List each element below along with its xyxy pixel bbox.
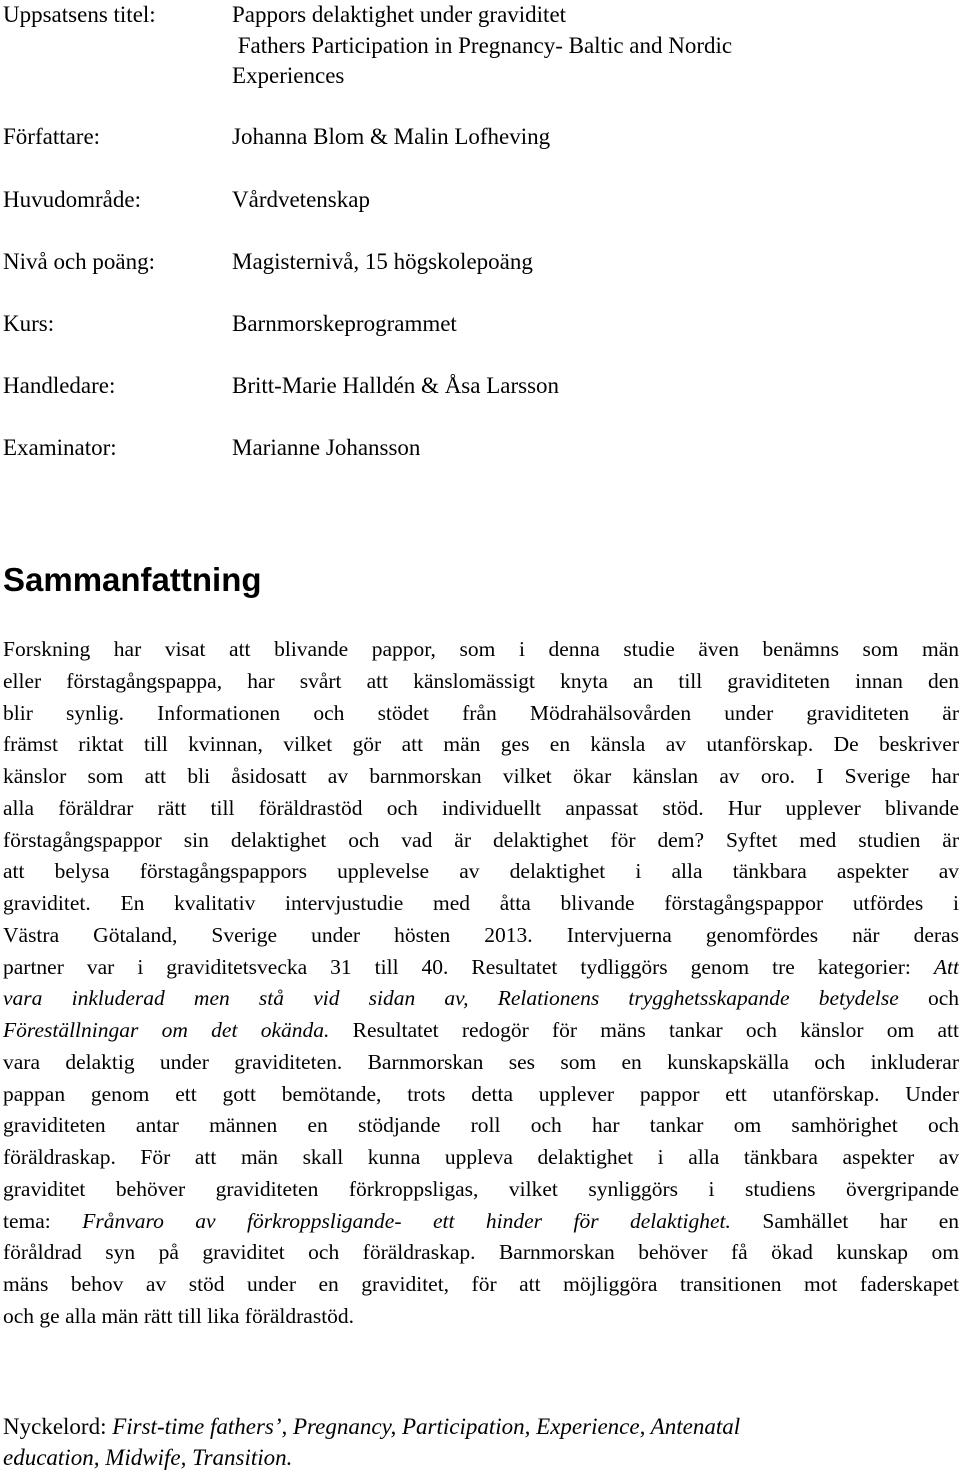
supervisor-value: Britt-Marie Halldén & Åsa Larsson — [232, 373, 560, 398]
area-label: Huvudområde: — [3, 187, 141, 212]
keywords-list: First-time fathers’, Pregnancy, Participation, Experience, Antenatal — [112, 1414, 741, 1439]
abstract-line: känslor som att bli åsidosatt av barnmorskan vilket ökar känslan av oro. I Sverige har — [3, 764, 959, 788]
title-english-cont: Experiences — [232, 63, 345, 88]
author-label: Författare: — [3, 124, 101, 149]
abstract-heading: Sammanfattning — [3, 561, 262, 598]
abstract-line: blir synlig. Informationen och stödet från Mödrahälsovården under graviditeten är — [3, 700, 959, 725]
keywords-line — [3, 1411, 959, 1442]
abstract-line: vara delaktig under graviditeten. Barnmorskan ses som en kunskapskälla och inkluderar — [3, 1049, 959, 1074]
abstract-line: pappan genom ett gott bemötande, trots detta upplever pappor ett utanförskap. Under — [3, 1081, 959, 1106]
examiner-label: Examinator: — [3, 435, 117, 460]
course-label: Kurs: — [3, 311, 55, 336]
abstract-line: graviditet. En kvalitativ intervjustudie med åtta blivande förstagångspappor utfördes i — [3, 891, 959, 915]
examiner-value: Marianne Johansson — [232, 435, 421, 460]
theme-italic: Frånvaro av förkroppsligande- ett hinder för delaktighet. — [82, 1208, 731, 1233]
abstract-line: Forskning har visat att blivande pappor, som i denna studie även benämns som män — [3, 637, 959, 661]
category-italic: Att — [933, 954, 959, 979]
title-swedish: Pappors delaktighet under graviditet — [232, 2, 567, 27]
abstract-line: föråldrad syn på graviditet och föräldraskap. Barnmorskan behöver få ökad kunskap om — [3, 1240, 959, 1265]
author-value: Johanna Blom & Malin Lofheving — [232, 124, 551, 149]
abstract-line: eller förstagångspappa, har svårt att känslomässigt knyta an till graviditeten innan den — [3, 668, 959, 693]
title-english: Fathers Participation in Pregnancy- Baltic and Nordic — [232, 32, 733, 58]
abstract-body — [3, 634, 959, 1333]
keywords-label: Nyckelord: — [3, 1414, 107, 1439]
level-label: Nivå och poäng: — [3, 249, 156, 274]
abstract-line: graviditeten antar männen en stödjande roll och har tankar om samhörighet och — [3, 1113, 959, 1138]
area-value: Vårdvetenskap — [232, 187, 370, 212]
keywords — [3, 1411, 959, 1473]
abstract-line: och ge alla män rätt till lika föräldrastöd. — [3, 1303, 355, 1328]
abstract-line: främst riktat till kvinnan, vilket gör att män ges en känsla av utanförskap. De beskriver — [3, 732, 959, 757]
abstract-line: graviditet behöver graviditeten förkroppsligas, vilket synliggörs i studiens övergripande — [3, 1176, 959, 1201]
abstract-line: föräldraskap. För att män skall kunna uppleva delaktighet i alla tänkbara aspekter av — [3, 1145, 959, 1169]
abstract-line: vara inkluderad men stå vid sidan av, Relationens trygghetsskapande betydelse och — [3, 986, 959, 1011]
abstract-line: Föreställningar om det okända. Resultatet redogör för mäns tankar och känslor om att — [3, 1018, 959, 1042]
abstract-line: förstagångspappor sin delaktighet och vad är delaktighet för dem? Syftet med studien är — [3, 827, 959, 852]
category-italic: vara inkluderad men stå vid sidan av, Relationens trygghetsskapande betydelse — [3, 986, 899, 1011]
level-value: Magisternivå, 15 högskolepoäng — [232, 249, 533, 274]
abstract-line: att belysa förstagångspappors upplevelse av delaktighet i alla tänkbara aspekter av — [3, 859, 959, 884]
category-italic: Föreställningar om det okända. — [3, 1018, 330, 1042]
abstract-line: alla föräldrar rätt till föräldrastöd och individuellt anpassat stöd. Hur upplever blivande — [3, 795, 959, 820]
keywords-list-cont: education, Midwife, Transition. — [3, 1445, 293, 1470]
title-label: Uppsatsens titel: — [3, 2, 156, 27]
abstract-line: mäns behov av stöd under en graviditet, för att möjliggöra transitionen mot faderskapet — [3, 1272, 959, 1296]
title-value — [232, 0, 732, 92]
supervisor-label: Handledare: — [3, 373, 116, 398]
abstract-line: partner var i graviditetsvecka 31 till 40. Resultatet tydliggörs genom tre kategorier: Att — [3, 954, 959, 979]
abstract-line: Västra Götaland, Sverige under hösten 2013. Intervjuerna genomfördes när deras — [3, 922, 959, 947]
abstract-line: tema: Frånvaro av förkroppsligande- ett hinder för delaktighet. Samhället har en — [3, 1208, 959, 1233]
course-value: Barnmorskeprogrammet — [232, 311, 457, 336]
